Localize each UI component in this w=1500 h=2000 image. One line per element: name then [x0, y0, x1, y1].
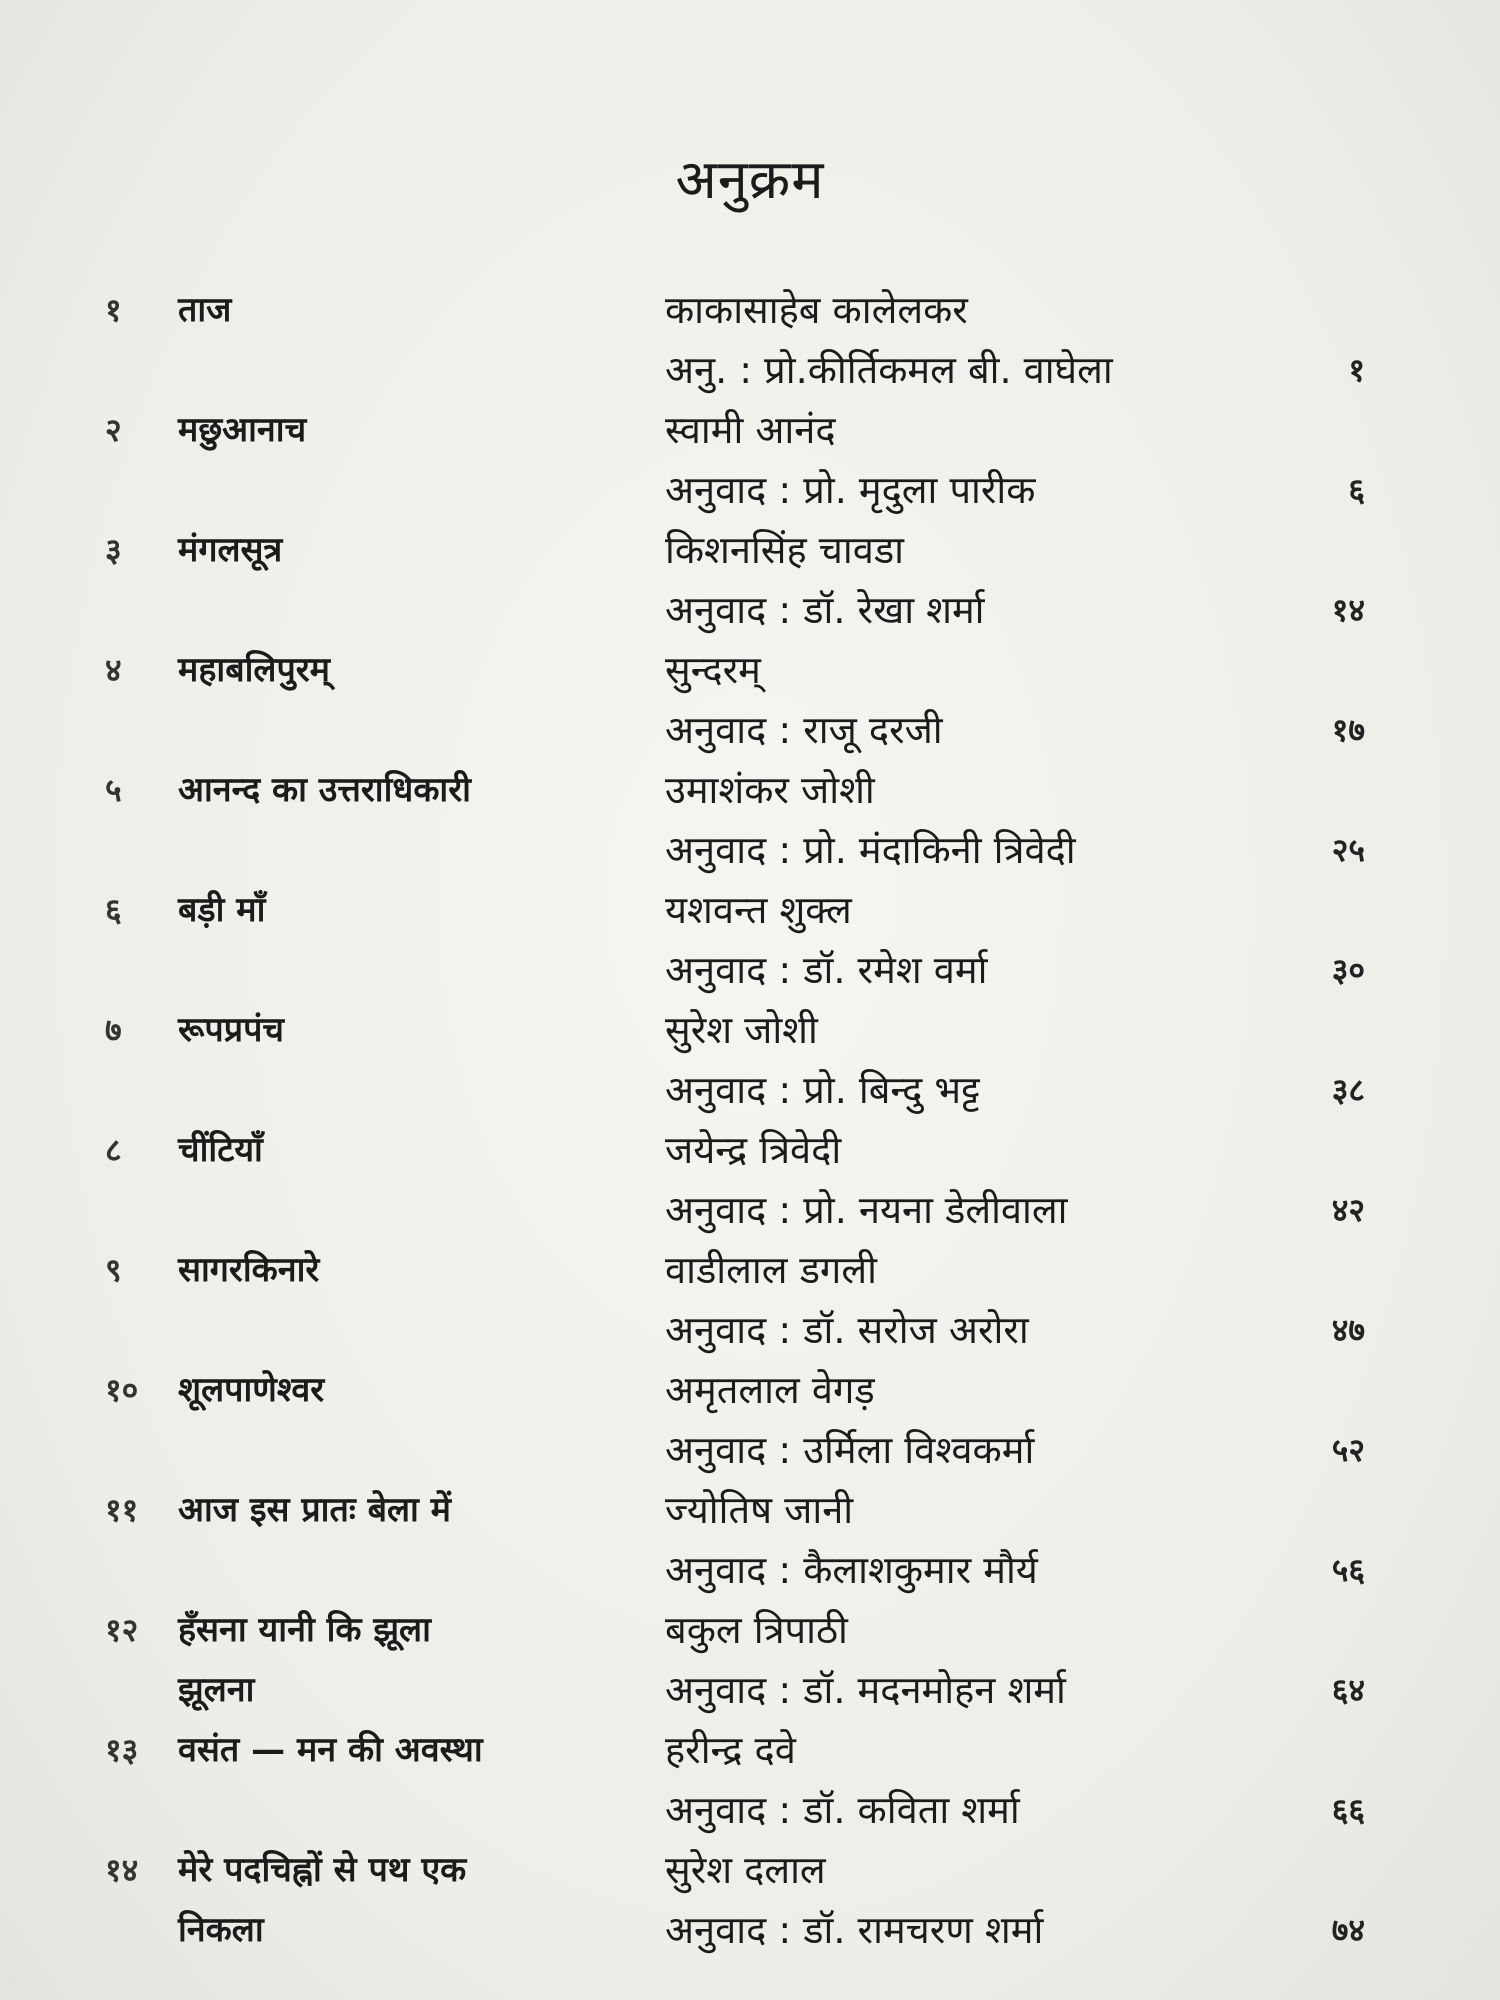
entry-translator: अनुवाद : डॉ. सरोज अरोरा	[665, 1308, 1029, 1352]
entry-author: किशनसिंह चावडा	[665, 528, 905, 572]
entry-title: रूपप्रपंच	[178, 1010, 284, 1050]
entry-author: वाडीलाल डगली	[665, 1248, 877, 1292]
entry-number: १०	[105, 1371, 139, 1409]
entry-translator: अनुवाद : कैलाशकुमार मौर्य	[665, 1548, 1038, 1592]
entry-page-number: ६४	[1331, 1671, 1365, 1709]
entry-translator: अनुवाद : डॉ. रामचरण शर्मा	[665, 1908, 1044, 1952]
entry-page-number: ६६	[1331, 1791, 1365, 1829]
entry-translator: अनुवाद : प्रो. मंदाकिनी त्रिवेदी	[665, 828, 1076, 872]
entry-title: शूलपाणेश्वर	[178, 1370, 325, 1410]
toc-entry	[0, 1480, 1500, 1600]
entry-title: मंगलसूत्र	[178, 530, 283, 570]
entry-page-number: २५	[1331, 831, 1365, 869]
toc-entry	[0, 280, 1500, 400]
entry-author: काकासाहेब कालेलकर	[665, 288, 968, 332]
entry-number: ६	[105, 891, 122, 929]
entry-page-number: १	[1348, 351, 1365, 389]
entry-title: बड़ी माँ	[178, 890, 266, 930]
entry-title: हँसना यानी कि झूला	[178, 1610, 431, 1650]
entry-page-number: ५६	[1331, 1551, 1365, 1589]
entry-page-number: ३०	[1331, 951, 1365, 989]
entry-number: १३	[105, 1731, 139, 1769]
entry-number: ३	[105, 531, 122, 569]
entry-title-continued: निकला	[178, 1910, 264, 1950]
entry-number: ११	[105, 1491, 139, 1529]
entry-translator: अनुवाद : राजू दरजी	[665, 708, 943, 752]
entry-translator: अनुवाद : प्रो. बिन्दु भट्ट	[665, 1068, 980, 1112]
entry-translator: अनु. : प्रो.कीर्तिकमल बी. वाघेला	[665, 348, 1113, 392]
entry-author: यशवन्त शुक्ल	[665, 888, 852, 932]
entry-translator: अनुवाद : उर्मिला विश्वकर्मा	[665, 1428, 1035, 1472]
entry-translator: अनुवाद : डॉ. रमेश वर्मा	[665, 948, 988, 992]
toc-entry	[0, 1240, 1500, 1360]
entry-author: सुरेश दलाल	[665, 1848, 826, 1892]
entry-page-number: ५२	[1331, 1431, 1365, 1469]
entry-author: जयेन्द्र त्रिवेदी	[665, 1128, 842, 1172]
entry-translator: अनुवाद : डॉ. रेखा शर्मा	[665, 588, 985, 632]
toc-entry	[0, 1360, 1500, 1480]
entry-page-number: ७४	[1331, 1911, 1365, 1949]
toc-entry	[0, 520, 1500, 640]
entry-number: १२	[105, 1611, 139, 1649]
toc-entry	[0, 760, 1500, 880]
entry-author: उमाशंकर जोशी	[665, 768, 875, 812]
toc-entry	[0, 1600, 1500, 1720]
entry-author: स्वामी आनंद	[665, 408, 836, 452]
entry-title: वसंत — मन की अवस्था	[178, 1730, 483, 1770]
entry-number: २	[105, 411, 122, 449]
entry-translator: अनुवाद : प्रो. नयना डेलीवाला	[665, 1188, 1068, 1232]
entry-title: चींटियाँ	[178, 1130, 263, 1170]
entry-title-continued: झूलना	[178, 1670, 255, 1710]
entry-author: बकुल त्रिपाठी	[665, 1608, 848, 1652]
entry-title: मछुआनाच	[178, 410, 307, 450]
entry-author: हरीन्द्र दवे	[665, 1728, 796, 1772]
entry-page-number: ४७	[1331, 1311, 1365, 1349]
entry-author: सुरेश जोशी	[665, 1008, 818, 1052]
entry-number: ५	[105, 771, 122, 809]
entry-author: ज्योतिष जानी	[665, 1488, 854, 1532]
entry-title: महाबलिपुरम्	[178, 650, 331, 690]
toc-entry	[0, 1840, 1500, 1960]
entry-number: १४	[105, 1851, 139, 1889]
entry-title: सागरकिनारे	[178, 1250, 320, 1290]
entry-page-number: ३८	[1331, 1071, 1365, 1109]
entry-page-number: ६	[1348, 471, 1365, 509]
entry-number: ८	[105, 1131, 122, 1169]
toc-entry	[0, 1720, 1500, 1840]
entry-number: ९	[105, 1251, 122, 1289]
toc-entry	[0, 400, 1500, 520]
entry-translator: अनुवाद : प्रो. मृदुला पारीक	[665, 468, 1036, 512]
entry-page-number: १७	[1331, 711, 1365, 749]
entry-author: अमृतलाल वेगड़	[665, 1368, 875, 1412]
entry-number: १	[105, 291, 122, 329]
entry-title: आनन्द का उत्तराधिकारी	[178, 770, 471, 810]
entry-title: आज इस प्रातः बेला में	[178, 1490, 452, 1530]
entry-page-number: ४२	[1331, 1191, 1365, 1229]
page-title: अनुक्रम	[675, 148, 825, 211]
entry-number: ४	[105, 651, 122, 689]
entry-author: सुन्दरम्	[665, 648, 761, 692]
toc-entry	[0, 640, 1500, 760]
entry-title: ताज	[178, 290, 232, 330]
toc-entry	[0, 1000, 1500, 1120]
entry-title: मेरे पदचिह्नों से पथ एक	[178, 1850, 467, 1890]
toc-entry	[0, 1120, 1500, 1240]
entry-translator: अनुवाद : डॉ. मदनमोहन शर्मा	[665, 1668, 1066, 1712]
toc-entry	[0, 880, 1500, 1000]
entry-translator: अनुवाद : डॉ. कविता शर्मा	[665, 1788, 1020, 1832]
entry-number: ७	[105, 1011, 122, 1049]
entry-page-number: १४	[1331, 591, 1365, 629]
